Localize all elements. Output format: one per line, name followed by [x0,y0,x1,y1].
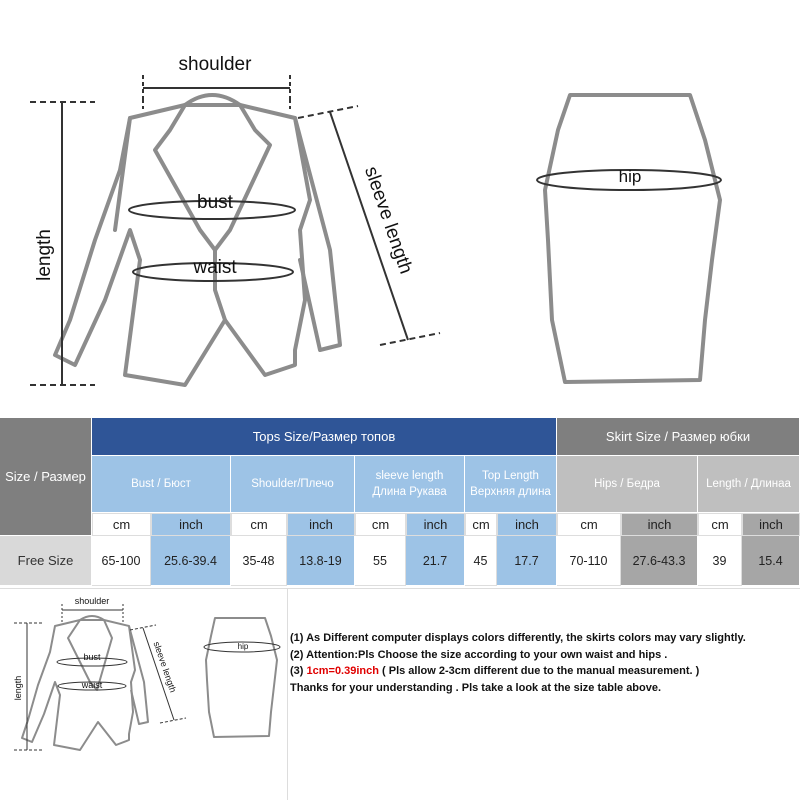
col-hips: Hips / Бедра [557,456,698,513]
hips-cm-value: 70-110 [557,536,621,586]
small-hip-label: hip [237,642,249,651]
skirt-length-cm-value: 39 [698,536,742,586]
hip-label: hip [618,167,642,186]
bust-label: bust [197,192,233,213]
small-jacket-outline [22,620,135,750]
shoulder-inch-value: 13.8-19 [287,536,355,586]
note-conversion: 1cm=0.39inch [306,665,379,677]
col-top-length-line1: Top Length [482,470,539,482]
col-sleeve-line2: Длина Рукава [372,486,447,498]
shoulder-label: shoulder [178,54,252,75]
hips-inch-value: 27.6-43.3 [621,536,698,586]
col-sleeve [355,456,465,513]
shoulder-cm-value: 35-48 [231,536,287,586]
size-header: Size / Размер [0,418,92,536]
jacket-lapel-left [155,105,215,250]
unit-cm: cm [465,513,497,536]
note-line-4: Thanks for your understanding . Pls take a look at the size table above. [290,681,662,694]
col-sleeve-line1: sleeve length [375,470,444,482]
unit-cm: cm [698,513,742,536]
length-label: length [34,229,55,281]
small-shoulder-label: shoulder [74,596,110,606]
row-label-free-size: Free Size [0,536,92,586]
jacket-lapel-right [215,105,270,250]
bust-cm-value: 65-100 [92,536,151,586]
sleeve-length-label: sleeve length [360,163,417,277]
skirt-outline [545,95,720,382]
col-top-length [465,456,557,513]
small-waist-label: waist [81,680,103,690]
note-line-2: (2) Attention:Pls Choose the size according to your own waist and hips . [290,648,668,661]
small-bust-label: bust [83,652,101,662]
small-skirt-outline [206,618,277,737]
skirt-header: Skirt Size / Размер юбки [557,418,800,456]
bust-inch-value: 25.6-39.4 [151,536,231,586]
size-table [0,418,800,586]
note-line-3-suffix: ( Pls allow 2-3cm different due to the manual measurement. ) [378,665,700,677]
tops-header: Tops Size/Размер топов [92,418,557,456]
notes-block [290,630,795,696]
jacket-outline [55,105,310,385]
waist-label: waist [193,257,237,278]
note-line-1: (1) As Different computer displays colors differently, the skirts colors may vary slightly. [290,632,746,644]
unit-inch: inch [287,513,355,536]
skirt-length-inch-value: 15.4 [742,536,800,586]
bottom-divider [0,588,800,589]
sleeve-inch-value: 21.7 [406,536,465,586]
sleeve-cm-value: 55 [355,536,406,586]
unit-cm: cm [557,513,621,536]
unit-inch: inch [406,513,465,536]
col-skirt-length: Length / Длинаа [698,456,800,513]
note-line-3 [290,663,795,680]
unit-inch: inch [621,513,698,536]
top-length-cm-value: 45 [465,536,497,586]
unit-inch: inch [497,513,557,536]
unit-inch: inch [151,513,231,536]
small-sleeve-length-label: sleeve length [151,640,179,694]
small-measurement-diagram [0,590,287,795]
top-length-inch-value: 17.7 [497,536,557,586]
unit-cm: cm [92,513,151,536]
unit-cm: cm [355,513,406,536]
note-line-3-prefix: (3) [290,665,307,677]
bottom-vertical-divider [287,588,288,800]
unit-cm: cm [231,513,287,536]
unit-inch: inch [742,513,800,536]
col-bust: Bust / Бюст [92,456,231,513]
small-length-label: length [13,675,23,701]
col-shoulder: Shoulder/Плечо [231,456,355,513]
col-top-length-line2: Верхняя длина [470,486,551,498]
